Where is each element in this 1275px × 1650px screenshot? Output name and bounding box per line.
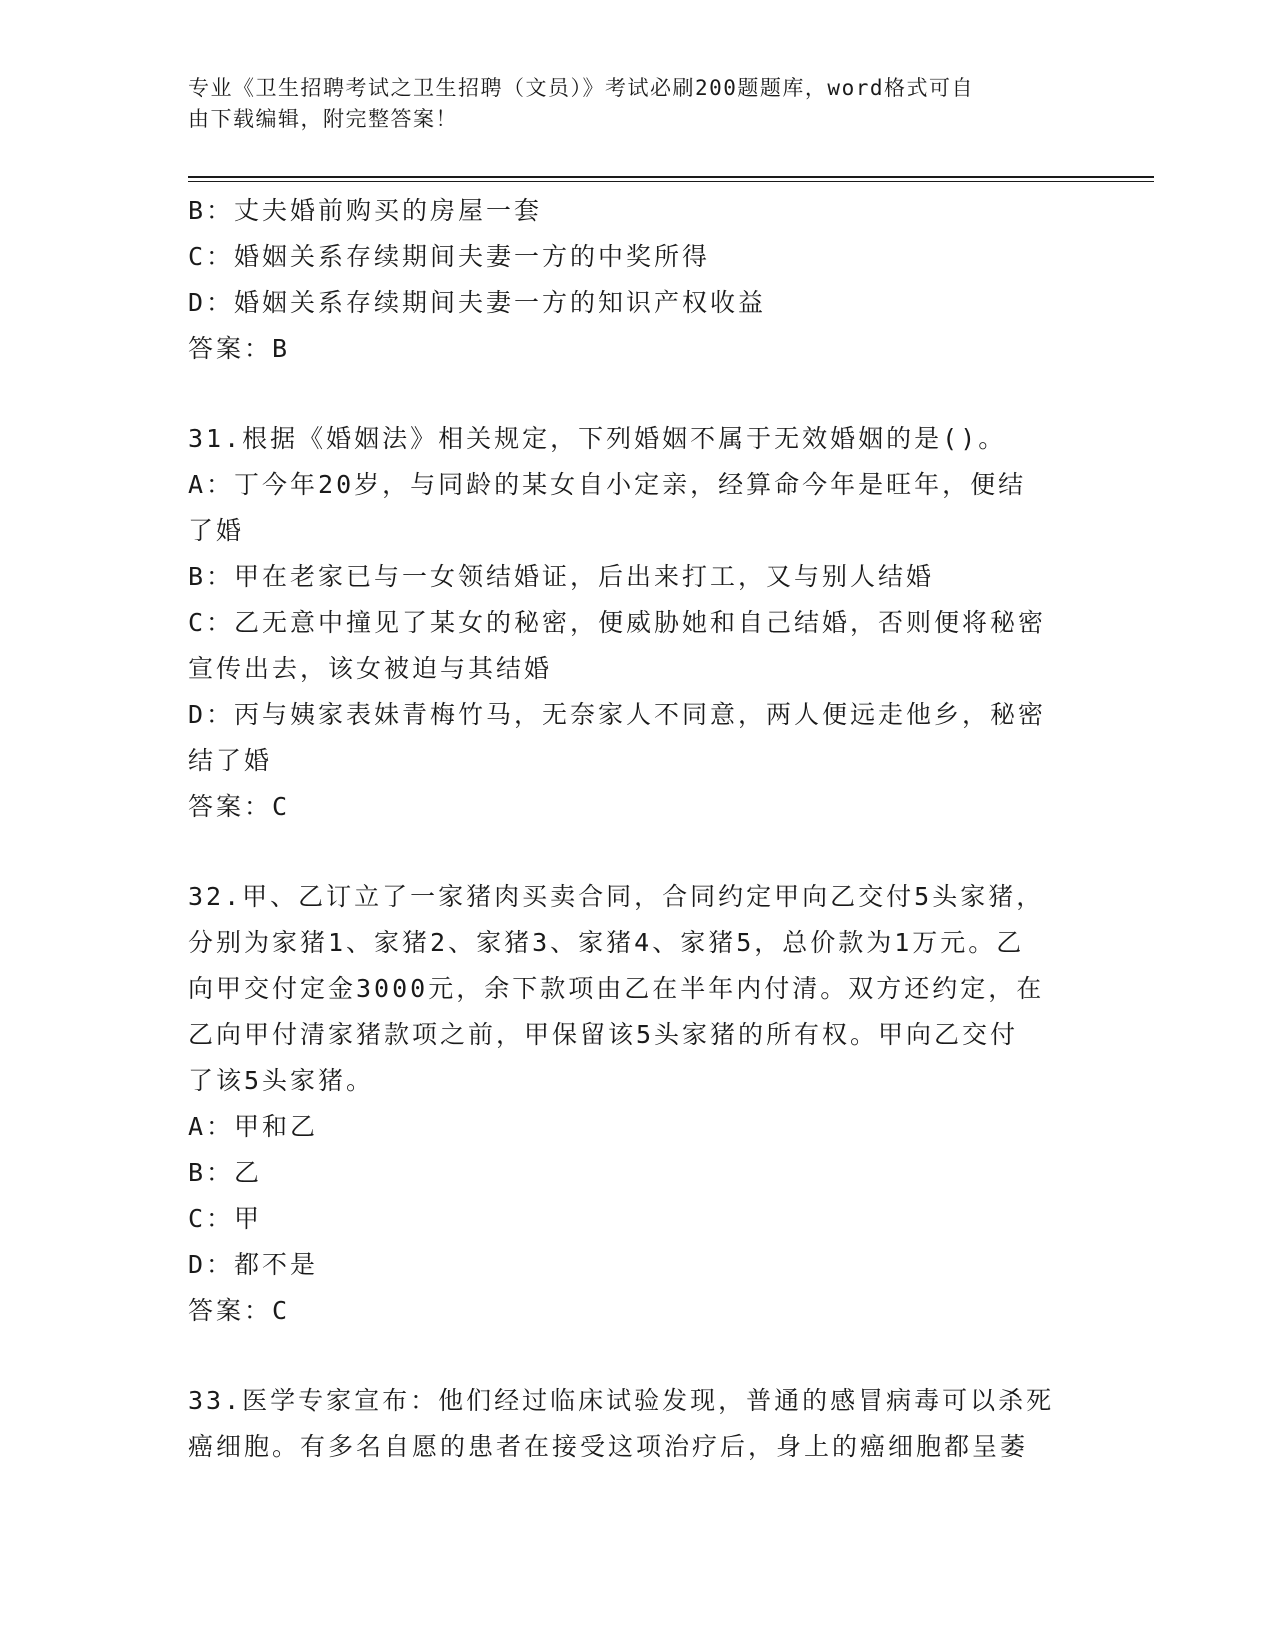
document-header [188, 73, 1068, 135]
question-text-cont: 了该5头家猪。 [188, 1066, 375, 1095]
option-d-cont: 结了婚 [188, 746, 273, 775]
option-b: B：乙 [188, 1158, 263, 1187]
spacer [188, 372, 1088, 416]
option-c: C：乙无意中撞见了某女的秘密，便威胁她和自己结婚，否则便将秘密 [188, 608, 1047, 637]
question-text-cont: 乙向甲付清家猪款项之前，甲保留该5头家猪的所有权。甲向乙交付 [188, 1020, 1019, 1049]
option-d: D：丙与姨家表妹青梅竹马，无奈家人不同意，两人便远走他乡，秘密 [188, 700, 1047, 729]
question-text-cont: 分别为家猪1、家猪2、家猪3、家猪4、家猪5，总价款为1万元。乙 [188, 928, 1025, 957]
header-divider-thick [188, 176, 1154, 178]
answer: 答案：C [188, 792, 291, 821]
question-text-cont: 向甲交付定金3000元，余下款项由乙在半年内付清。双方还约定，在 [188, 974, 1045, 1003]
question-31 [188, 416, 1088, 830]
question-text: 33.医学专家宣布：他们经过临床试验发现，普通的感冒病毒可以杀死 [188, 1386, 1055, 1415]
question-text-cont: 癌细胞。有多名自愿的患者在接受这项治疗后，身上的癌细胞都呈萎 [188, 1432, 1029, 1461]
header-divider-thin [188, 181, 1154, 182]
question-text: 31.根据《婚姻法》相关规定，下列婚姻不属于无效婚姻的是()。 [188, 424, 1007, 453]
option-d: D：婚姻关系存续期间夫妻一方的知识产权收益 [188, 288, 767, 317]
header-line-2: 由下载编辑，附完整答案！ [188, 107, 458, 131]
question-32 [188, 874, 1088, 1334]
option-d: D：都不是 [188, 1250, 319, 1279]
option-b: B：丈夫婚前购买的房屋一套 [188, 196, 543, 225]
answer: 答案：C [188, 1296, 291, 1325]
option-c: C：甲 [188, 1204, 263, 1233]
option-c: C：婚姻关系存续期间夫妻一方的中奖所得 [188, 242, 711, 271]
spacer [188, 830, 1088, 874]
option-a-cont: 了婚 [188, 516, 245, 545]
header-line-1: 专业《卫生招聘考试之卫生招聘（文员）》考试必刷200题题库，word格式可自 [188, 76, 974, 100]
option-b: B：甲在老家已与一女领结婚证，后出来打工，又与别人结婚 [188, 562, 935, 591]
question-30 [188, 188, 1088, 372]
option-a: A：甲和乙 [188, 1112, 319, 1141]
question-text: 32.甲、乙订立了一家猪肉买卖合同，合同约定甲向乙交付5头家猪， [188, 882, 1045, 911]
document-body [188, 188, 1088, 1470]
spacer [188, 1334, 1088, 1378]
option-c-cont: 宣传出去，该女被迫与其结婚 [188, 654, 553, 683]
option-a: A：丁今年20岁，与同龄的某女自小定亲，经算命今年是旺年，便结 [188, 470, 1027, 499]
question-33 [188, 1378, 1088, 1470]
answer: 答案：B [188, 334, 291, 363]
